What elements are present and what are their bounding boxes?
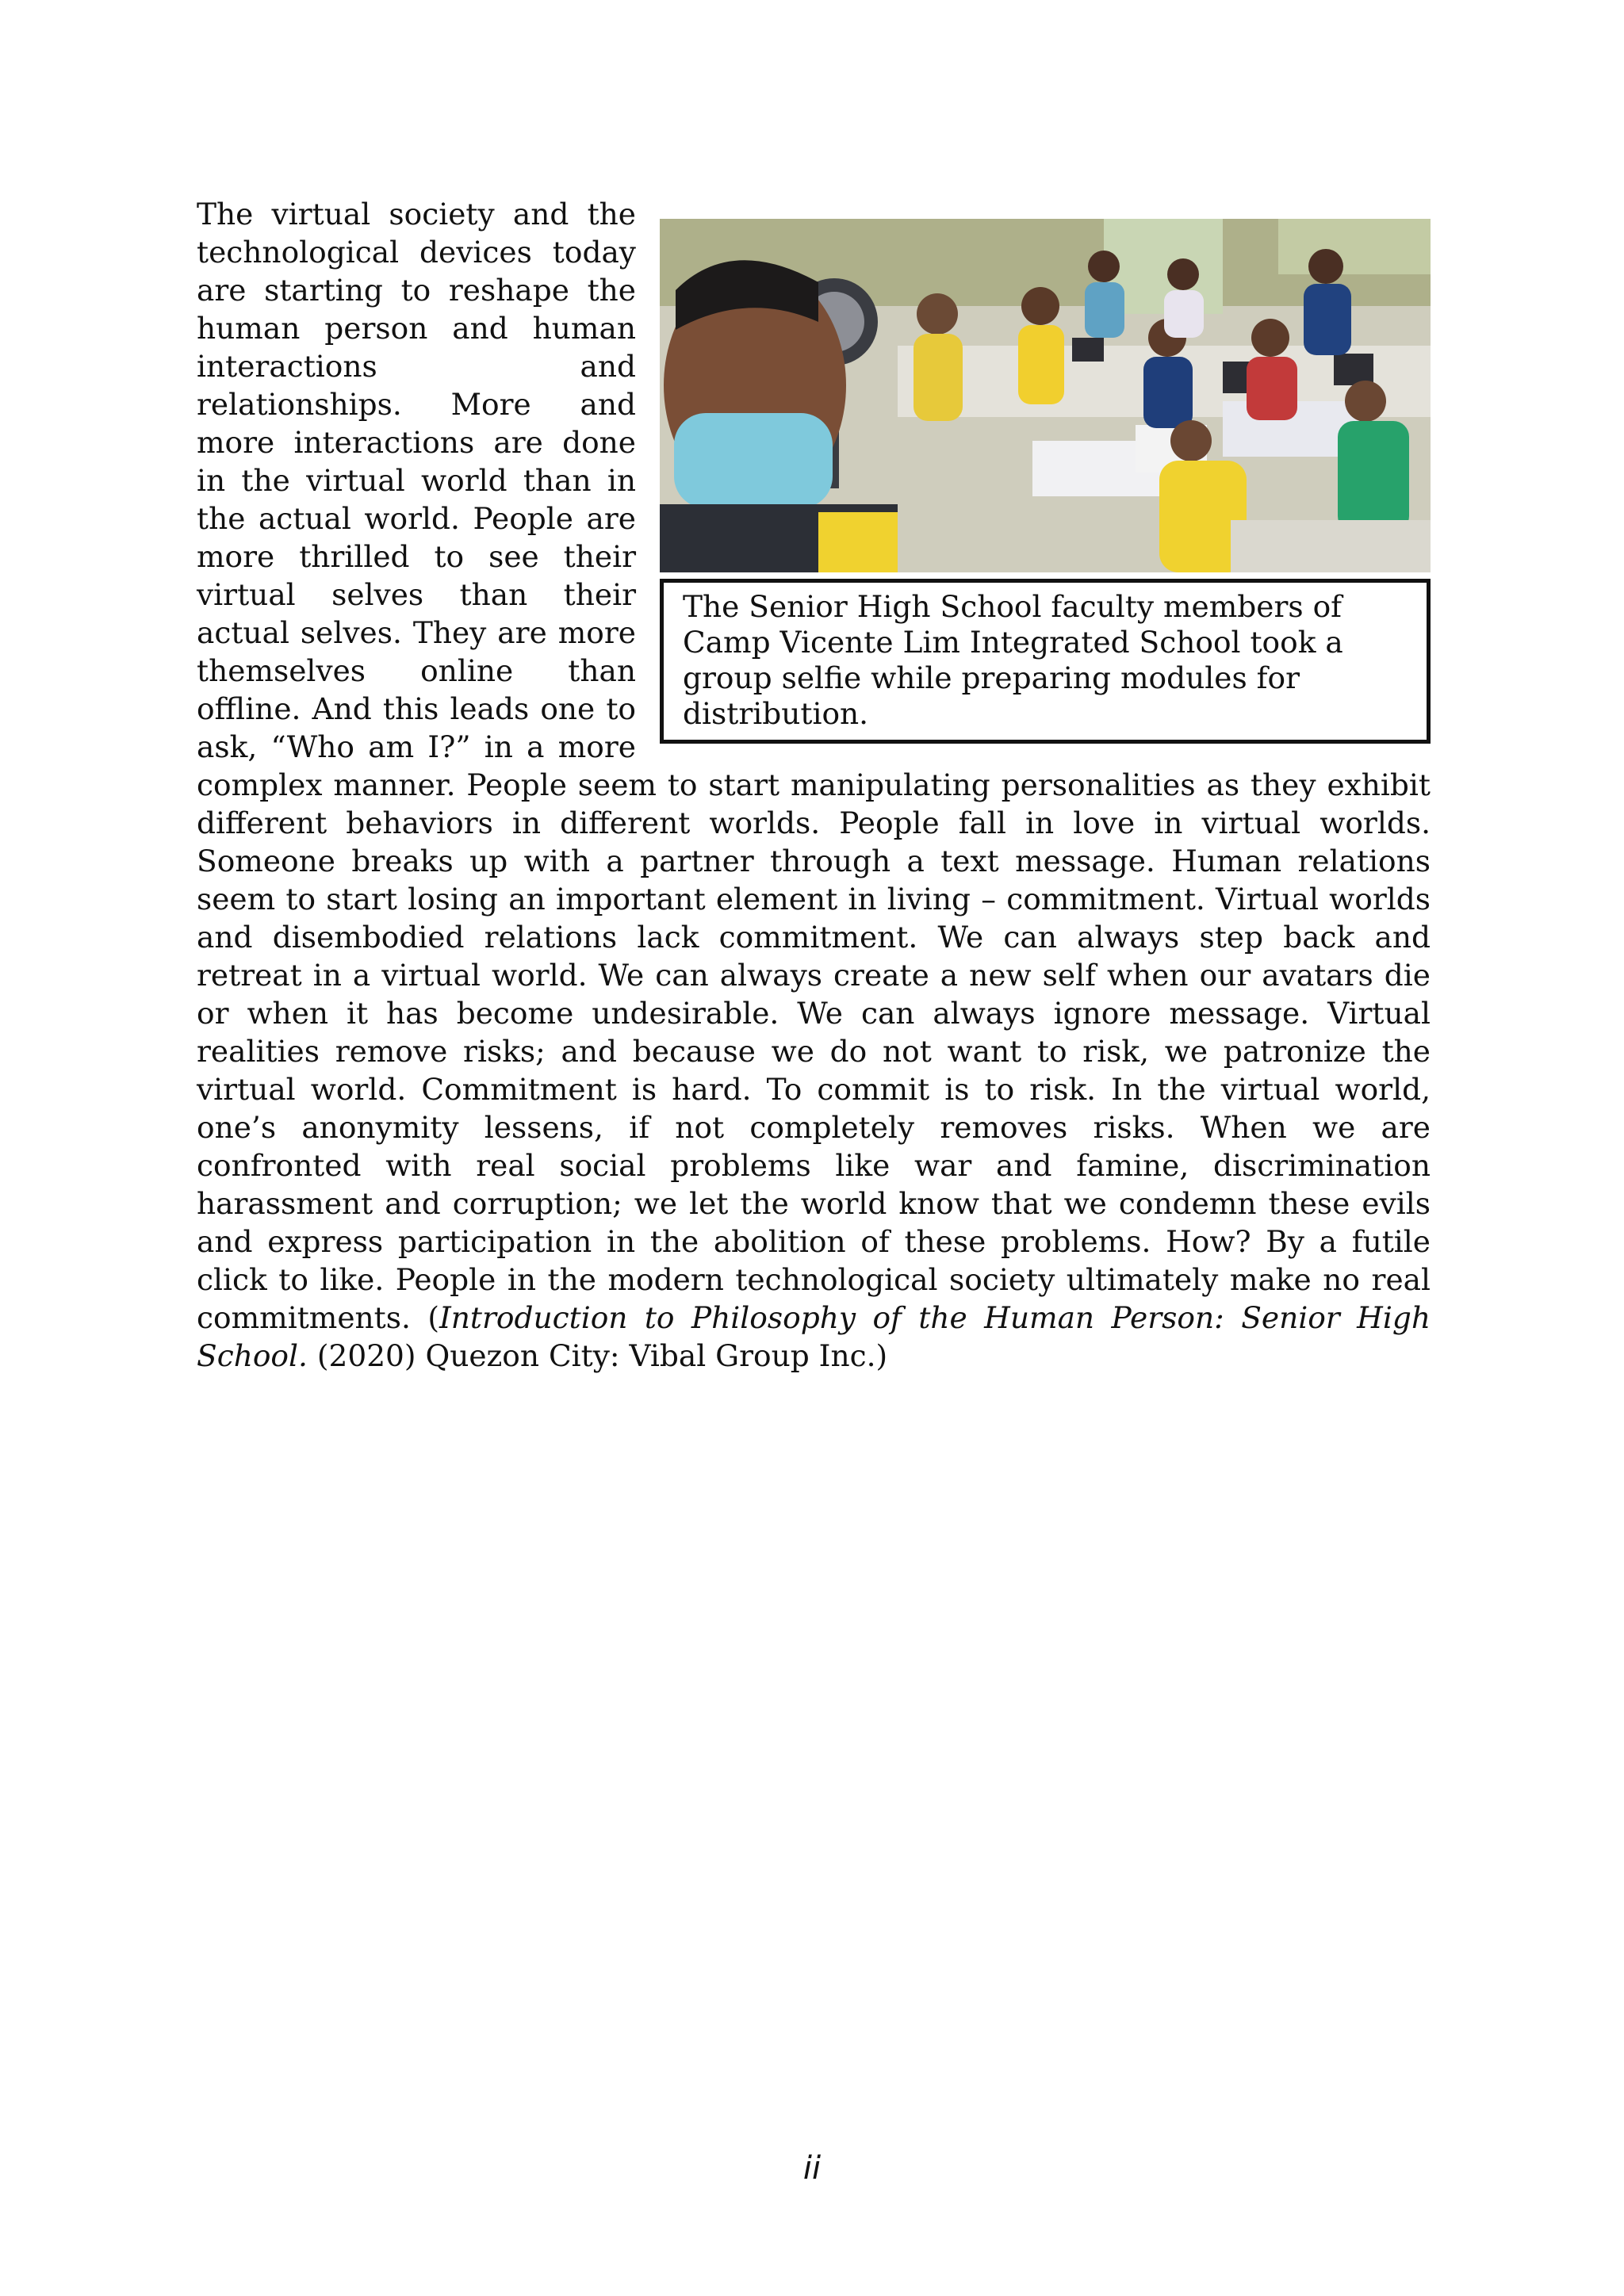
- main-paragraph-text: The virtual society and the technological devices today are starting to reshape the human person and human interactions and relationships. More and more interactions are done in the virtual world than in the actual world. People are more thrilled to see their virtual selves than their actual selves. They are more themselves online than offline. And this leads one to ask, “Who am I?” in a more complex manner. People seem to start manipulating personalities as they exhibit different behaviors in different worlds. People fall in love in virtual worlds. Someone breaks up with a partner through a text message. Human relations seem to start losing an important element in living – commitment. Virtual worlds and disembodied relations lack commitment. We can always step back and retreat in a virtual world. We can always create a new self when our avatars die or when it has become undesirable. We can always ignore message. Virtual realities remove risks; and because we do not want to risk, we patronize the virtual world. Commitment is hard. To commit is to risk. In the virtual world, one’s anonymity lessens, if not completely removes risks. When we are confronted with real social problems like war and famine, discrimination harassment and corruption; we let the world know that we condemn these evils and express participation in the abolition of these problems. How? By a futile click to like. People in the modern technological society ultimately make no real commitments. (: [197, 197, 1431, 1335]
- citation-details: (2020) Quezon City: Vibal Group Inc.): [307, 1338, 888, 1373]
- figure: [660, 219, 1431, 744]
- group-selfie-photo: [660, 219, 1431, 572]
- page-number: ii: [802, 2150, 822, 2187]
- photo-illustration: [660, 219, 1431, 572]
- citation-title: Introduction to Philosophy of the Human Person: Senior High School.: [197, 1300, 1431, 1373]
- body-paragraph: [197, 195, 1431, 1375]
- figure-caption: The Senior High School faculty members of Camp Vicente Lim Integrated School took a group selfie while preparing modules for distribution.: [660, 579, 1431, 744]
